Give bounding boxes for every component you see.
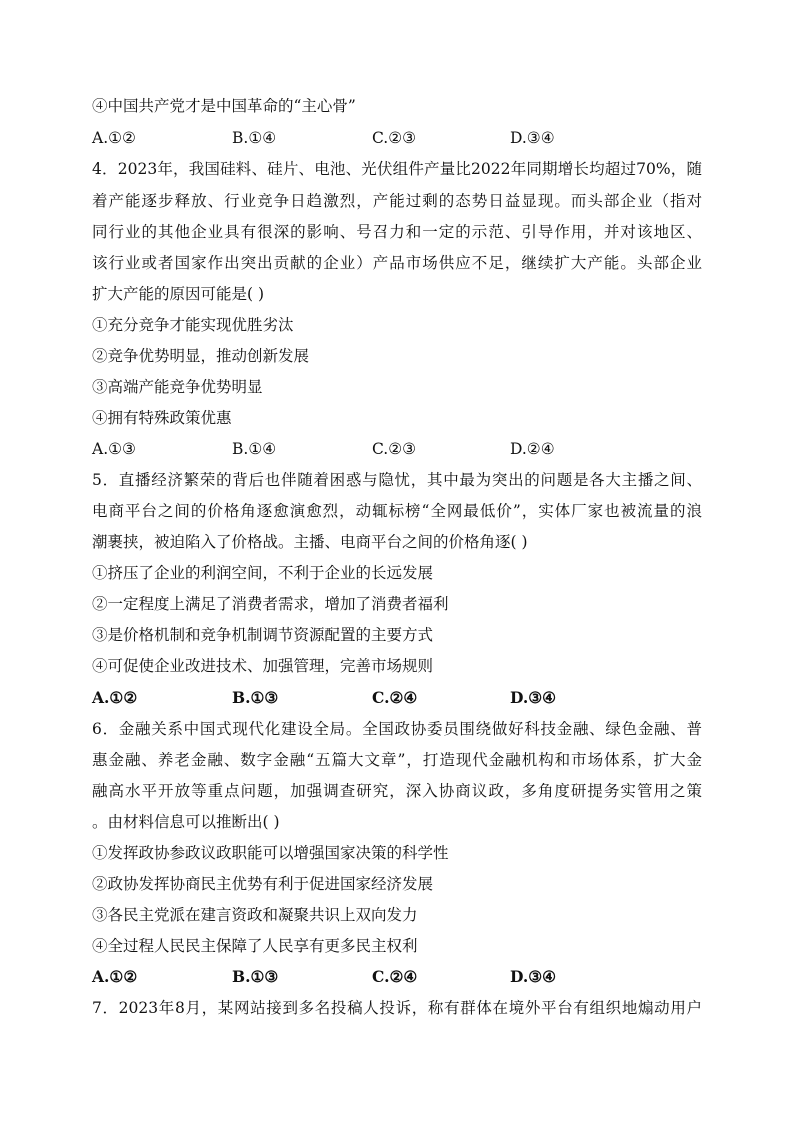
q6-options [92, 967, 702, 987]
q4-stem-line-2: 着产能逐步释放、行业竞争日趋激烈，产能过剩的态势日益显现。而头部企业（指对 [92, 192, 702, 210]
q4-option-a: A.①③ [92, 440, 136, 458]
q6-stem-line-4: 。由材料信息可以推断出( ) [92, 813, 280, 831]
q6-statement-1: ①发挥政协参政议政职能可以增强国家决策的科学性 [92, 844, 449, 862]
q5-stem-line-3: 潮裹挟，被迫陷入了价格战。主播、电商平台之间的价格角逐( ) [92, 533, 528, 551]
q6-option-d: D.③④ [510, 967, 557, 986]
q5-stem-line-2: 电商平台之间的价格角逐愈演愈烈，动辄标榜“全网最低价”，实体厂家也被流量的浪 [92, 502, 702, 520]
q6-option-a: A.①② [92, 967, 138, 986]
q6-stem-line-3: 融高水平开放等重点问题，加强调查研究，深入协商议政，多角度研提务实管用之策 [92, 782, 702, 800]
q5-option-d: D.③④ [510, 688, 557, 707]
q4-options [92, 439, 702, 459]
q4-stem-line-5: 扩大产能的原因可能是( ) [92, 285, 265, 303]
q5-stem-line-1: 5．直播经济繁荣的背后也伴随着困惑与隐忧，其中最为突出的问题是各大主播之间、 [92, 471, 702, 489]
q6-statement-3: ③各民主党派在建言资政和凝聚共识上双向发力 [92, 906, 418, 924]
q3-option-d: D.③④ [510, 129, 555, 147]
q5-statement-2: ②一定程度上满足了消费者需求，增加了消费者福利 [92, 595, 449, 613]
q4-statement-4: ④拥有特殊政策优惠 [92, 409, 232, 427]
q7-stem-line-1: 7．2023年8月，某网站接到多名投稿人投诉，称有群体在境外平台有组织地煽动用户 [92, 999, 702, 1017]
q5-options [92, 688, 702, 708]
q6-statement-4: ④全过程人民民主保障了人民享有更多民主权利 [92, 937, 418, 955]
q4-stem-line-4: 该行业或者国家作出突出贡献的企业）产品市场供应不足，继续扩大产能。头部企业 [92, 254, 702, 272]
q6-option-b: B.①③ [232, 967, 279, 986]
q6-option-c: C.②④ [372, 967, 418, 986]
q4-statement-3: ③高端产能竞争优势明显 [92, 378, 263, 396]
q5-option-c: C.②④ [372, 688, 418, 707]
q4-statement-1: ①充分竞争才能实现优胜劣汰 [92, 316, 294, 334]
q6-statement-2: ②政协发挥协商民主优势有利于促进国家经济发展 [92, 875, 434, 893]
q4-option-d: D.②④ [510, 440, 555, 458]
q3-options [92, 128, 702, 148]
q6-stem-line-1: 6．金融关系中国式现代化建设全局。全国政协委员围绕做好科技金融、绿色金融、普 [92, 720, 702, 738]
q3-option-a: A.①② [92, 129, 136, 147]
q3-statement-4: ④中国共产党才是中国革命的“主心骨” [92, 97, 356, 115]
q3-option-b: B.①④ [232, 129, 277, 147]
q4-option-b: B.①④ [232, 440, 277, 458]
q5-statement-3: ③是价格机制和竞争机制调节资源配置的主要方式 [92, 626, 434, 644]
q3-option-c: C.②③ [372, 129, 417, 147]
q5-option-a: A.①② [92, 688, 138, 707]
q4-option-c: C.②③ [372, 440, 417, 458]
q6-stem-line-2: 惠金融、养老金融、数字金融“五篇大文章”，打造现代金融机构和市场体系，扩大金 [92, 751, 702, 769]
q5-statement-1: ①挤压了企业的利润空间，不利于企业的长远发展 [92, 564, 434, 582]
q5-option-b: B.①③ [232, 688, 279, 707]
q4-statement-2: ②竞争优势明显，推动创新发展 [92, 347, 310, 365]
q5-statement-4: ④可促使企业改进技术、加强管理，完善市场规则 [92, 657, 434, 675]
q4-stem-line-1: 4．2023年，我国硅料、硅片、电池、光伏组件产量比2022年同期增长均超过70%，随 [92, 160, 702, 178]
q4-stem-line-3: 同行业的其他企业具有很深的影响、号召力和一定的示范、引导作用，并对该地区、 [92, 223, 702, 241]
